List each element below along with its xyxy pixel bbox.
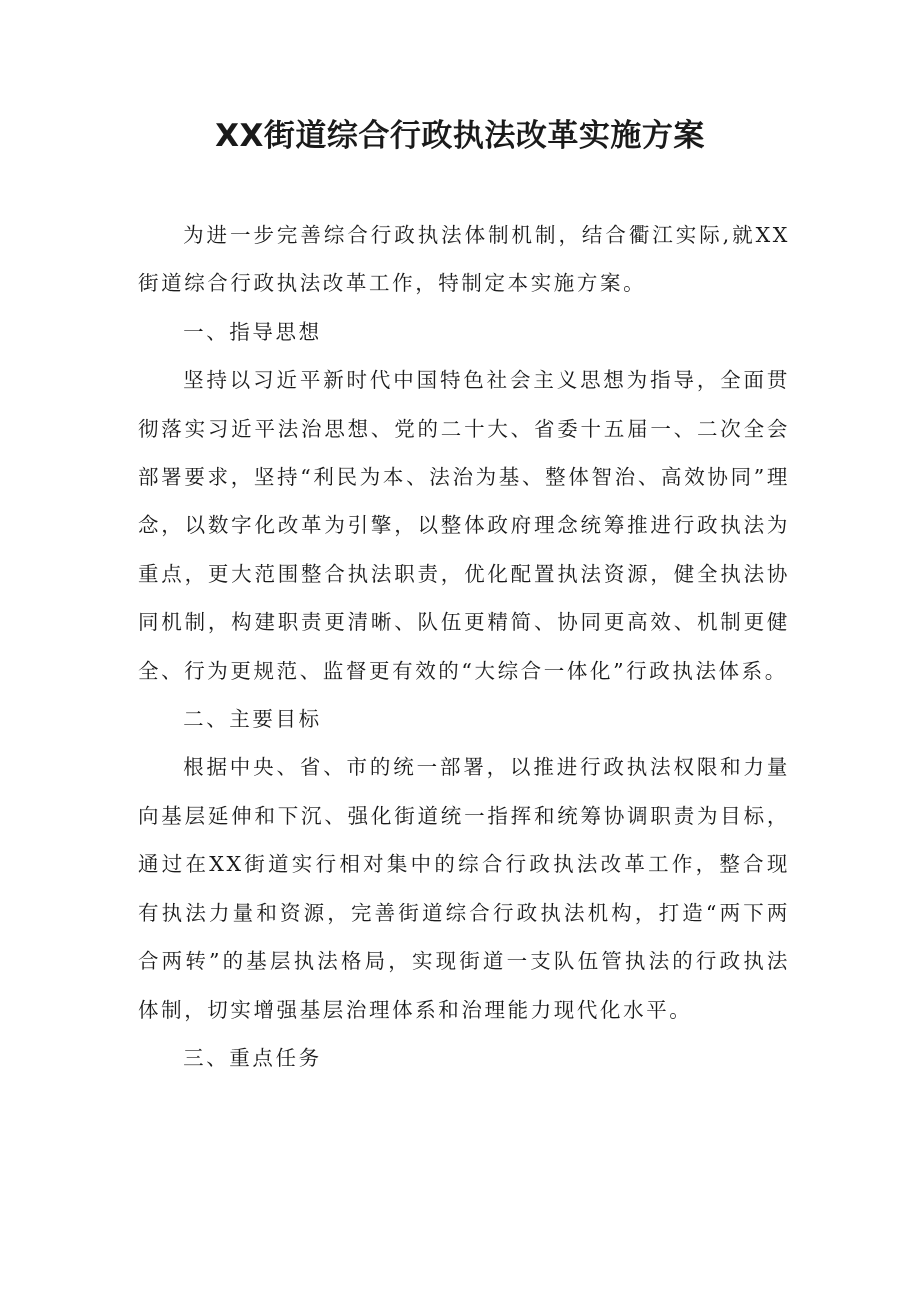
section-heading-guiding-ideology: 一、指导思想 (183, 319, 322, 344)
document-body (138, 211, 790, 1082)
document-title: XX街道综合行政执法改革实施方案 (215, 118, 705, 154)
main-goals-paragraph: 根据中央、省、市的统一部署，以推进行政执法权限和力量向基层延伸和下沉、强化街道统一指挥和统筹协调职责为目标，通过在XX街道实行相对集中的综合行政执法改革工作，整合现有执法力量和资源，完善街道综合行政执法机构，打造“两下两合两转”的基层执法格局，实现街道一支队伍管执法的行政执法体制，切实增强基层治理体系和治理能力现代化水平。 (138, 755, 790, 1022)
section-heading-main-goals: 二、主要目标 (183, 707, 322, 732)
section-heading-key-tasks: 三、重点任务 (183, 1045, 322, 1070)
intro-paragraph: 为进一步完善综合行政执法体制机制，结合衢江实际,就XX街道综合行政执法改革工作，特制定本实施方案。 (138, 223, 790, 296)
guiding-ideology-paragraph: 坚持以习近平新时代中国特色社会主义思想为指导，全面贯彻落实习近平法治思想、党的二十大、省委十五届一、二次全会部署要求，坚持“利民为本、法治为基、整体智治、高效协同”理念，以数字化改革为引擎，以整体政府理念统筹推进行政执法为重点，更大范围整合执法职责，优化配置执法资源，健全执法协同机制，构建职责更清晰、队伍更精简、协同更高效、机制更健全、行为更规范、监督更有效的“大综合一体化”行政执法体系。 (138, 368, 790, 683)
